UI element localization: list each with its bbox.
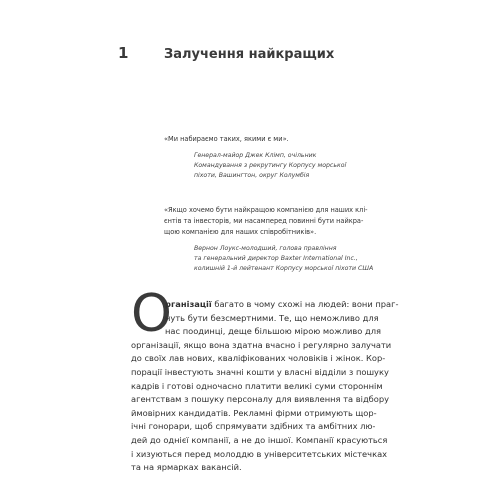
epigraph-quote: єнтів та інвесторів, ми насамперед повинні бути найкра- bbox=[164, 217, 364, 225]
attribution-line: Командування з рекрутингу Корпусу морської bbox=[194, 162, 347, 169]
body-line bbox=[131, 298, 399, 312]
first-word: рганізації bbox=[165, 299, 212, 309]
body-line: порації інвестують значні кошти у власні відділи з пошуку bbox=[131, 366, 389, 377]
chapter-heading bbox=[118, 44, 398, 62]
attribution-line: та генеральний директор Baxter International Inc., bbox=[194, 255, 358, 262]
body-line: кадрів і готові одночасно платити великі суми стороннім bbox=[131, 380, 383, 391]
body-line: та на ярмарках вакансій. bbox=[131, 462, 242, 473]
epigraph-quote: «Ми набираємо таких, якими є ми». bbox=[164, 135, 289, 143]
epigraph-attribution bbox=[194, 151, 376, 181]
attribution-line: Генерал-майор Джек Клімп, очільник bbox=[194, 152, 317, 159]
chapter-number: 1 bbox=[118, 44, 129, 62]
body-line: організації, якщо вона здатна вчасно і регулярно залучати bbox=[131, 339, 392, 350]
drop-cap: О bbox=[131, 284, 172, 344]
body-line: ймовірних кандидатів. Рекламні фірми отримують щор- bbox=[131, 407, 377, 418]
attribution-line: піхоти, Вашингтон, округ Колумбія bbox=[194, 172, 310, 179]
first-line-rest: багато в чому схожі на людей: вони праг- bbox=[211, 299, 399, 309]
epigraph bbox=[164, 134, 376, 181]
epigraph-attribution bbox=[194, 244, 376, 274]
epigraph bbox=[164, 205, 376, 274]
body-paragraph bbox=[131, 298, 399, 475]
body-line: нуть бути безсмертними. Те, що неможливо для bbox=[165, 312, 379, 323]
body-line: нас поодинці, деще більшою мірою можливо для bbox=[165, 326, 382, 337]
attribution-line: Вернон Лоукс-молодший, голова правління bbox=[194, 245, 337, 252]
body-line: агентствам з пошуку персоналу для виявлення та відбору bbox=[131, 394, 390, 405]
attribution-line: колишній 1-й лейтенант Корпусу морської піхоти США bbox=[194, 265, 374, 272]
body-line: і хизуються перед молоддю в університетських містечках bbox=[131, 448, 388, 459]
chapter-title: Залучення найкращих bbox=[164, 47, 335, 62]
body-line: дей до однієї компанії, а не до іншої. Компанії красуються bbox=[131, 434, 388, 445]
epigraph-quote: щою компанією для наших співробітників». bbox=[164, 228, 317, 236]
body-line: до своїх лав нових, кваліфікованих чоловіків і жінок. Кор- bbox=[131, 353, 386, 364]
body-line: ічні гонорари, щоб спрямувати здібних та амбітних лю- bbox=[131, 421, 376, 432]
epigraph-quote: «Якщо хочемо бути найкращою компанією для наших клі- bbox=[164, 206, 368, 214]
